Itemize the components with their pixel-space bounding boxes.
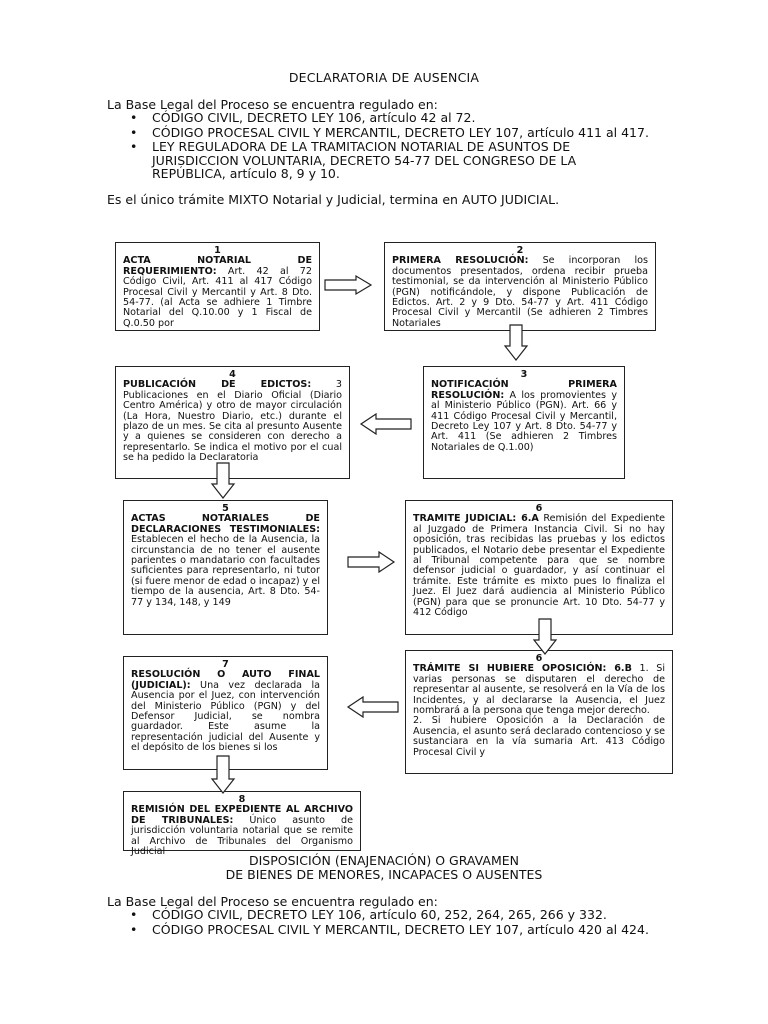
- mixed-procedure-note: Es el único trámite MIXTO Notarial y Judicial, termina en AUTO JUDICIAL.: [107, 192, 560, 207]
- step-body: Remisión del Expediente al Juzgado de Primera Instancia Civil. Si no hay oposición, tras recibidas las pruebas y los edictos publicados, el Notario debe presentar el Expediente al Tribunal competente para que se nombre defensor judicial o guardador, y así continuar el trámite. Este trámite es mixto pues lo finaliza el Juez. El Juez dará audiencia al Ministerio Público (PGN) para que se pronuncie Art. 10 Dto. 54-77 y 412 Código: [413, 513, 665, 619]
- arrow-down-icon: [503, 324, 529, 362]
- step-box-6b: [405, 650, 673, 774]
- legal-item: • CÓDIGO PROCESAL CIVIL Y MERCANTIL, DECRETO LEY 107, artículo 420 al 424.: [130, 923, 660, 937]
- step-box-7: [123, 656, 328, 770]
- legal-basis-list-2: [130, 908, 660, 937]
- step-box-8: [123, 791, 361, 858]
- legal-item: • LEY REGULADORA DE LA TRAMITACION NOTARIAL DE ASUNTOS DE JURISDICCION VOLUNTARIA, DECRETO 54-77 DEL CONGRESO DE LA REPÚBLICA, artículo 8, 9 y 10.: [130, 140, 650, 181]
- step-body: A los promovientes y al Ministerio Público (PGN). Art. 66 y 411 Código Procesal Civil y Mercantil, Decreto Ley 107 y Art. 8 Dto. 54-77 y Art. 411 (Se adhieren 2 Timbres Notariales de Q.1.00): [431, 389, 617, 453]
- section-2-title-line-1: DISPOSICIÓN (ENAJENACIÓN) O GRAVAMEN: [249, 853, 519, 868]
- step-number: 6: [535, 653, 543, 664]
- step-body: Único asunto de jurisdicción voluntaria notarial que se remite al Archivo de Tribunales del Organismo Judicial: [131, 814, 353, 858]
- step-number: 6: [535, 503, 543, 514]
- step-number: 1: [214, 245, 221, 256]
- arrow-right-icon: [322, 274, 374, 296]
- section-2-title-line-2: DE BIENES DE MENORES, INCAPACES O AUSENTES: [225, 867, 543, 882]
- step-body: Una vez declarada la Ausencia por el Juez, con intervención del Ministerio Público (PGN) y del Defensor Judicial, se nombra guardador. Este asume la representación judicial del Ausente y el depósito de los bienes si los: [131, 679, 320, 754]
- step-body: Establecen el hecho de la Ausencia, la circunstancia de no tener el ausente parientes o mandatario con facultades suficientes para representarlo, ni tutor (si fuere menor de edad o incapaz) y el tiempo de la ausencia, Art. 8 Dto. 54-77 y 134, 148, y 149: [131, 534, 320, 608]
- arrow-down-icon: [210, 755, 236, 795]
- arrow-left-icon: [345, 695, 401, 719]
- step-body-2: 2. Si hubiere Oposición a la Declaración de Ausencia, el asunto será declarado contencioso y se sustanciara en la vía sumaria Art. 413 Código Procesal Civil y: [413, 715, 665, 758]
- arrow-down-icon: [532, 618, 558, 656]
- step-heading: RESOLUCIÓN O AUTO FINAL (JUDICIAL):: [131, 669, 320, 691]
- step-number: 2: [516, 245, 524, 256]
- step-heading: NOTIFICACIÓN PRIMERA RESOLUCIÓN:: [431, 379, 617, 401]
- legal-item: • CÓDIGO CIVIL, DECRETO LEY 106, artículo 42 al 72.: [130, 111, 650, 125]
- step-number: 5: [222, 503, 229, 514]
- step-box-1: [115, 242, 320, 331]
- step-body: 3 Publicaciones en el Diario Oficial (Diario Centro América) y otro de mayor circulación (La Hora, Nuestro Diario, etc.) durante el plazo de un mes. Se cita al presunto Ausente y a quienes se consideren con derecho a representarlo. Se indica el motivo por el cual se ha pedido la Declaratoria: [123, 379, 342, 464]
- step-body: 1. Si varias personas se disputaren el derecho de representar al ausente, se resolverá en la Vía de los Incidentes, y al declararse la Ausencia, el Juez nombrará a la persona que tenga mejor derecho.: [413, 663, 665, 717]
- step-number: 7: [222, 659, 229, 670]
- arrow-left-icon: [358, 412, 414, 436]
- page-title: DECLARATORIA DE AUSENCIA: [288, 70, 480, 85]
- step-body: Art. 42 al 72 Código Civil, Art. 411 al 417 Código Procesal Civil y Mercantil y Art. 8 Dto. 54-77. (al Acta se adhiere 1 Timbre Notarial del Q.10.00 y 1 Fiscal de Q.0.50 por: [123, 265, 312, 329]
- step-box-5: [123, 500, 328, 635]
- arrow-right-icon: [345, 550, 397, 574]
- legal-item: • CÓDIGO PROCESAL CIVIL Y MERCANTIL, DECRETO LEY 107, artículo 411 al 417.: [130, 126, 650, 140]
- intro-text: La Base Legal del Proceso se encuentra regulado en:: [107, 97, 438, 112]
- step-heading: TRÁMITE SI HUBIERE OPOSICIÓN: 6.B: [413, 663, 632, 675]
- legal-item: • CÓDIGO CIVIL, DECRETO LEY 106, artículo 60, 252, 264, 265, 266 y 332.: [130, 908, 660, 922]
- step-box-3: [423, 366, 625, 479]
- step-number: 3: [520, 369, 528, 380]
- step-box-6a: [405, 500, 673, 635]
- step-heading: PRIMERA RESOLUCIÓN:: [392, 255, 529, 267]
- step-number: 8: [238, 794, 246, 805]
- step-heading: REMISIÓN DEL EXPEDIENTE AL ARCHIVO DE TRIBUNALES:: [131, 804, 353, 826]
- step-body: Se incorporan los documentos presentados, ordena recibir prueba testimonial, se da intervención al Ministerio Público (PGN) notificándole, y dispone Publicación de Edictos. Art. 2 y 9 Dto. 54-77 y Art. 411 Código Procesal Civil y Mercantil (Se adhieren 2 Timbres Notariales: [392, 255, 648, 329]
- step-box-2: [384, 242, 656, 331]
- step-heading: TRAMITE JUDICIAL: 6.A: [413, 513, 539, 525]
- step-heading: ACTAS NOTARIALES DE DECLARACIONES TESTIMONIALES:: [131, 513, 320, 535]
- step-heading: PUBLICACIÓN DE EDICTOS:: [123, 379, 312, 391]
- intro-text-2: La Base Legal del Proceso se encuentra regulado en:: [107, 894, 438, 909]
- step-heading: ACTA NOTARIAL DE REQUERIMIENTO:: [123, 255, 312, 277]
- legal-basis-list: [130, 111, 650, 182]
- arrow-down-icon: [210, 462, 236, 500]
- step-number: 4: [229, 369, 236, 380]
